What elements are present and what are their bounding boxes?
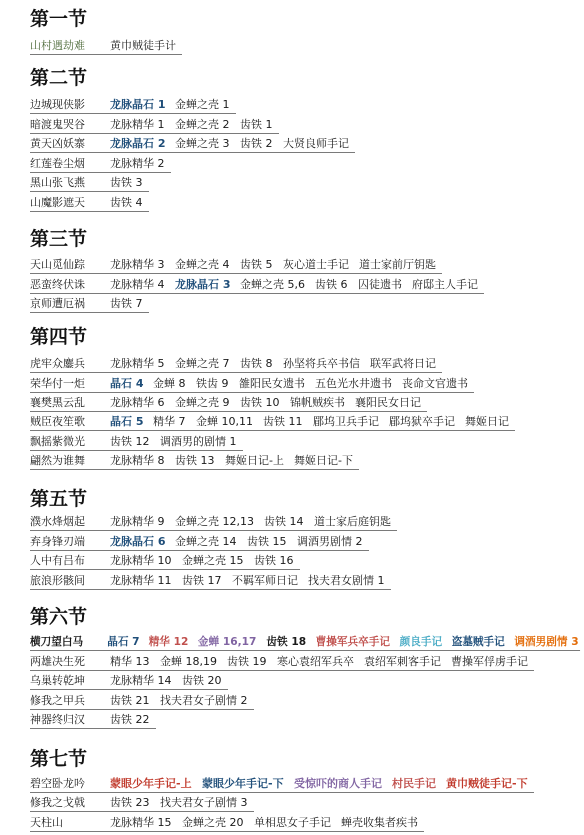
chapter-title: 乌巢转乾坤 <box>30 674 85 687</box>
collectible-item: 金蝉之壳 9 <box>175 396 230 409</box>
collectible-item: 金蝉之壳 2 <box>175 118 230 131</box>
walkthrough-row <box>30 117 279 134</box>
collectible-item: 金蝉 16,17 <box>197 635 257 648</box>
collectible-item: 龙脉精华 4 <box>110 278 165 291</box>
walkthrough-row <box>30 434 243 451</box>
chapter-title: 贼臣夜笙歌 <box>30 415 85 428</box>
section-heading: 第四节 <box>30 326 88 348</box>
collectible-item: 调酒男剧情 2 <box>297 535 363 548</box>
collectible-item: 齿铁 18 <box>266 635 307 648</box>
walkthrough-row <box>30 156 171 173</box>
collectible-item: 齿铁 6 <box>315 278 348 291</box>
section-heading: 第二节 <box>30 67 88 89</box>
collectible-item: 龙脉精华 6 <box>110 396 165 409</box>
collectible-item: 囚徒遗书 <box>358 278 402 291</box>
collectible-item: 舞姬日记-上 <box>225 454 284 467</box>
walkthrough-row <box>30 97 236 114</box>
chapter-title: 黄天凶妖寨 <box>30 137 85 150</box>
chapter-title: 边城现侠影 <box>30 98 85 111</box>
walkthrough-row <box>30 634 580 651</box>
walkthrough-row <box>30 693 254 710</box>
collectible-item: 齿铁 4 <box>110 196 143 209</box>
collectible-item: 大贤良师手记 <box>283 137 349 150</box>
walkthrough-row <box>30 654 534 671</box>
collectible-item: 郿坞狱卒手记 <box>389 415 455 428</box>
collectible-item: 金蝉之壳 14 <box>175 535 237 548</box>
collectible-item: 蒙眼少年手记-上 <box>110 777 192 790</box>
collectible-item: 齿铁 20 <box>182 674 222 687</box>
chapter-title: 荣华付一炬 <box>30 377 85 390</box>
collectible-item: 齿铁 19 <box>227 655 267 668</box>
chapter-title: 修我之甲兵 <box>30 694 85 707</box>
chapter-title: 山村遇劫难 <box>30 39 85 52</box>
chapter-title: 人中有吕布 <box>30 554 85 567</box>
chapter-title: 旅浪形骸间 <box>30 574 85 587</box>
chapter-title: 暗渡鬼哭谷 <box>30 118 85 131</box>
walkthrough-row <box>30 277 484 294</box>
collectible-item: 金蝉 18,19 <box>160 655 217 668</box>
collectible-item: 单相思女子手记 <box>254 816 331 829</box>
walkthrough-row <box>30 453 359 470</box>
collectible-item: 齿铁 21 <box>110 694 150 707</box>
section-heading: 第五节 <box>30 488 88 510</box>
collectible-item: 雒阳民女遗书 <box>239 377 305 390</box>
collectible-item: 舞姬日记-下 <box>294 454 353 467</box>
walkthrough-row <box>30 296 149 313</box>
collectible-item: 锦帆贼疾书 <box>290 396 345 409</box>
walkthrough-row <box>30 257 442 274</box>
collectible-item: 精华 12 <box>148 635 189 648</box>
collectible-item: 调酒男剧情 3 <box>514 635 579 648</box>
collectible-item: 金蝉之壳 3 <box>175 137 230 150</box>
section-heading: 第七节 <box>30 748 88 770</box>
collectible-item: 灰心道士手记 <box>283 258 349 271</box>
collectible-item: 龙脉晶石 6 <box>110 535 166 548</box>
chapter-title: 弃身锋刃端 <box>30 535 85 548</box>
walkthrough-row <box>30 514 397 531</box>
collectible-item: 齿铁 16 <box>254 554 294 567</box>
collectible-item: 龙脉精华 10 <box>110 554 172 567</box>
section-heading: 第六节 <box>30 606 88 628</box>
collectible-item: 府邸主人手记 <box>412 278 478 291</box>
collectible-item: 道士家前厅钥匙 <box>359 258 436 271</box>
walkthrough-row <box>30 712 156 729</box>
walkthrough-row <box>30 195 149 212</box>
collectible-item: 齿铁 2 <box>240 137 273 150</box>
collectible-item: 丧命文官遗书 <box>402 377 468 390</box>
collectible-item: 金蝉之壳 1 <box>175 98 230 111</box>
collectible-item: 调酒男的剧情 1 <box>160 435 237 448</box>
collectible-item: 曹操军俘虏手记 <box>451 655 528 668</box>
section-heading: 第三节 <box>30 228 88 250</box>
collectible-item: 齿铁 3 <box>110 176 143 189</box>
collectible-item: 金蝉之壳 4 <box>175 258 230 271</box>
walkthrough-row <box>30 38 182 55</box>
collectible-item: 龙脉精华 3 <box>110 258 165 271</box>
collectible-item: 齿铁 22 <box>110 713 150 726</box>
collectible-item: 五色光水井遗书 <box>315 377 392 390</box>
chapter-title: 山魔影遮天 <box>30 196 85 209</box>
collectible-item: 颜良手记 <box>399 635 443 648</box>
walkthrough-row <box>30 673 228 690</box>
collectible-item: 金蝉 10,11 <box>196 415 253 428</box>
walkthrough-row <box>30 815 424 832</box>
collectible-item: 蒙眼少年手记-下 <box>202 777 284 790</box>
collectible-item: 齿铁 13 <box>175 454 215 467</box>
collectible-item: 道士家后庭钥匙 <box>314 515 391 528</box>
collectible-item: 金蝉之壳 7 <box>175 357 230 370</box>
walkthrough-row <box>30 136 355 153</box>
collectible-item: 齿铁 11 <box>263 415 303 428</box>
collectible-item: 金蝉之壳 15 <box>182 554 244 567</box>
collectible-item: 晶石 7 <box>107 635 140 648</box>
chapter-title: 濮水烽烟起 <box>30 515 85 528</box>
collectible-item: 铁齿 9 <box>196 377 229 390</box>
collectible-item: 曹操军兵卒手记 <box>315 635 390 648</box>
collectible-item: 龙脉晶石 2 <box>110 137 166 150</box>
collectible-item: 金蝉 8 <box>153 377 186 390</box>
chapter-title: 修我之戈戟 <box>30 796 85 809</box>
collectible-item: 齿铁 15 <box>247 535 287 548</box>
walkthrough-row <box>30 414 515 431</box>
collectible-item: 找夫君女剧情 1 <box>308 574 385 587</box>
collectible-item: 龙脉精华 2 <box>110 157 165 170</box>
chapter-title: 京师遭厄祸 <box>30 297 85 310</box>
chapter-title: 天柱山 <box>30 816 63 829</box>
collectible-item: 齿铁 17 <box>182 574 222 587</box>
collectible-item: 舞姬日记 <box>465 415 509 428</box>
collectible-item: 龙脉精华 15 <box>110 816 172 829</box>
collectible-item: 龙脉晶石 1 <box>110 98 166 111</box>
chapter-title: 襄樊黑云乱 <box>30 396 85 409</box>
collectible-item: 齿铁 12 <box>110 435 150 448</box>
collectible-item: 黄巾贼徒手记-下 <box>446 777 528 790</box>
collectible-item: 蝉壳收集者疾书 <box>341 816 418 829</box>
collectible-item: 精华 7 <box>153 415 186 428</box>
collectible-item: 龙脉精华 5 <box>110 357 165 370</box>
walkthrough-row <box>30 376 474 393</box>
collectible-item: 齿铁 14 <box>264 515 304 528</box>
collectible-item: 龙脉精华 8 <box>110 454 165 467</box>
chapter-title: 天山觅仙踪 <box>30 258 85 271</box>
chapter-title: 虎牢众鏖兵 <box>30 357 85 370</box>
collectible-item: 龙脉精华 14 <box>110 674 172 687</box>
chapter-title: 恶蛮终伏诛 <box>30 278 85 291</box>
chapter-title: 红莲卷尘烟 <box>30 157 85 170</box>
chapter-title: 黑山张飞燕 <box>30 176 85 189</box>
chapter-title: 碧空卧龙吟 <box>30 777 85 790</box>
collectible-item: 金蝉之壳 20 <box>182 816 244 829</box>
collectible-item: 孙坚将兵卒书信 <box>283 357 360 370</box>
collectible-item: 龙脉精华 1 <box>110 118 165 131</box>
collectible-item: 齿铁 8 <box>240 357 273 370</box>
walkthrough-row <box>30 553 300 570</box>
collectible-item: 寒心袁绍军兵卒 <box>277 655 354 668</box>
collectible-item: 找夫君女子剧情 2 <box>160 694 248 707</box>
collectible-item: 齿铁 10 <box>240 396 280 409</box>
chapter-title: 飘摇紫微光 <box>30 435 85 448</box>
collectible-item: 袁绍军刺客手记 <box>364 655 441 668</box>
walkthrough-row <box>30 395 427 412</box>
collectible-item: 金蝉之壳 5,6 <box>240 278 305 291</box>
collectible-item: 不羁军师日记 <box>232 574 298 587</box>
chapter-title: 横刀望白马 <box>30 635 84 648</box>
collectible-item: 村民手记 <box>392 777 436 790</box>
walkthrough-row <box>30 573 391 590</box>
collectible-item: 龙脉精华 9 <box>110 515 165 528</box>
collectible-item: 齿铁 7 <box>110 297 143 310</box>
collectible-item: 精华 13 <box>110 655 150 668</box>
collectible-item: 齿铁 1 <box>240 118 273 131</box>
collectible-item: 龙脉晶石 3 <box>175 278 231 291</box>
chapter-title: 两雄决生死 <box>30 655 85 668</box>
collectible-item: 黄巾贼徒手计 <box>110 39 176 52</box>
chapter-title: 神器终归汉 <box>30 713 85 726</box>
walkthrough-row <box>30 776 534 793</box>
collectible-item: 晶石 5 <box>110 415 144 428</box>
walkthrough-row <box>30 534 369 551</box>
collectible-item: 郿坞卫兵手记 <box>313 415 379 428</box>
collectible-item: 找夫君女子剧情 3 <box>160 796 248 809</box>
collectible-item: 龙脉精华 11 <box>110 574 172 587</box>
collectible-item: 齿铁 5 <box>240 258 273 271</box>
walkthrough-row <box>30 175 149 192</box>
collectible-item: 金蝉之壳 12,13 <box>175 515 254 528</box>
collectible-item: 齿铁 23 <box>110 796 150 809</box>
collectible-item: 联军武将日记 <box>370 357 436 370</box>
collectible-item: 襄阳民女日记 <box>355 396 421 409</box>
collectible-item: 盗墓贼手记 <box>451 635 505 648</box>
chapter-title: 翩然为谁舞 <box>30 454 85 467</box>
collectible-item: 受惊吓的商人手记 <box>294 777 382 790</box>
walkthrough-row <box>30 795 254 812</box>
section-heading: 第一节 <box>30 8 88 30</box>
walkthrough-row <box>30 356 442 373</box>
collectible-item: 晶石 4 <box>110 377 144 390</box>
